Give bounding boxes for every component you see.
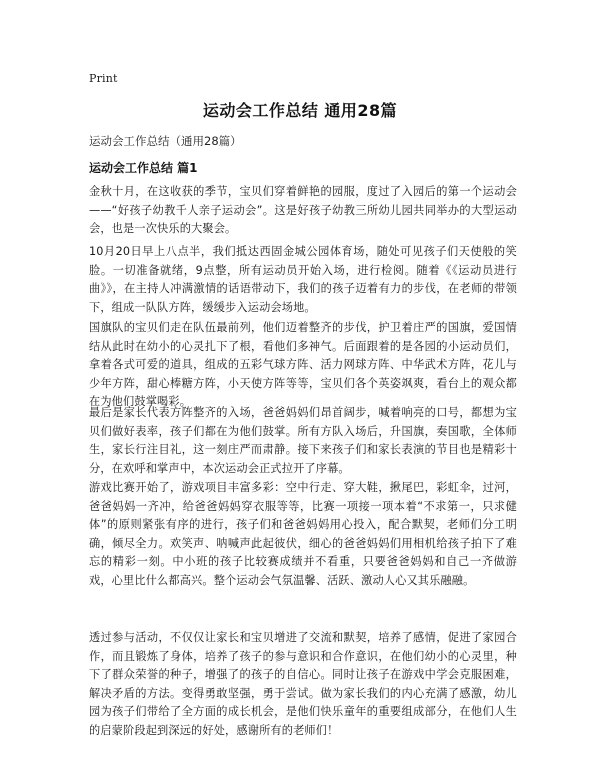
document-subtitle: 运动会工作总结（通用28篇）: [89, 134, 242, 148]
paragraph-5: 游戏比赛开始了，游戏项目丰富多彩：空中行走、穿大鞋，揪尾巴，彩虹伞，过河，爸爸妈妈一齐冲，给爸爸妈妈穿衣服等等，比赛一项接一项本着“不求第一，只求健体”的原则紧张有序的进行，孩子们和爸爸妈妈用心投入，配合默契，老师们分工明确，倾尽全力。欢笑声、呐喊声此起彼伏，细心的爸爸妈妈们用相机给孩子拍下了难忘的精彩一刻。中小班的孩子比较赛成绩并不看重，只要爸爸妈妈和自己一齐做游戏，心里比什么都高兴。整个运动会气氛温馨、活跃、激动人心又其乐融融。: [89, 481, 517, 587]
paragraph-6: 透过参与活动，不仅仅让家长和宝贝增进了交流和默契，培养了感情，促进了家园合作，而且锻炼了身体，培养了孩子的参与意识和合作意识，在他们幼小的心灵里，种下了群众荣誉的种子，增强了的孩子的自信心。同时让孩子在游戏中学会克服困难，解决矛盾的方法。变得勇敢坚强，勇于尝试。做为家长我们的内心充满了感激，幼儿园为孩子们带给了全方面的成长机会，是他们快乐童年的重要组成部分，在他们人生的启蒙阶段起到深远的好处，感谢所有的老师们！: [89, 631, 517, 737]
print-label: Print: [89, 72, 118, 85]
paragraph-4: 最后是家长代表方阵整齐的入场，爸爸妈妈们昂首阔步，喊着响亮的口号，都想为宝贝们做好表率，孩子们都在为他们鼓掌。所有方队入场后，升国旗，奏国歌，全体师生，家长行注目礼，这一刻庄严而肃静。接下来孩子们和家长表演的节目也是精彩十分，在欢呼和掌声中，本次运动会正式拉开了序幕。: [89, 406, 517, 475]
paragraph-3: 国旗队的宝贝们走在队伍最前列，他们迈着整齐的步伐，护卫着庄严的国旗，爱国情结从此时在幼小的心灵扎下了根，看他们多神气。后面跟着的是各园的小运动员们，拿着各式可爱的道具，组成的五彩气球方阵、活力网球方阵、中华武术方阵，花儿与少年方阵，甜心棒糖方阵，小天使方阵等等，宝贝们各个英姿飒爽，看台上的观众都在为他们鼓掌喝彩。: [89, 321, 517, 408]
document-title: 运动会工作总结 通用28篇: [202, 101, 398, 120]
section-heading: 运动会工作总结 篇1: [89, 161, 198, 175]
paragraph-2: 10月20日早上八点半，我们抵达西固金城公园体育场，随处可见孩子们天使般的笑脸。一切准备就绪，9点整，所有运动员开始入场，进行检阅。随着《《运动员进行曲》》，在主持人冲满激情的话语带动下，我们的孩子迈着有力的步伐，在老师的带领下，组成一队队方阵，缓缓步入运动会场地。: [89, 245, 517, 314]
paragraph-1: 金秋十月，在这收获的季节，宝贝们穿着鲜艳的园服，度过了入园后的第一个运动会——“好孩子幼教千人亲子运动会”。这是好孩子幼教三所幼儿园共同举办的大型运动会，也是一次快乐的大聚会。: [89, 185, 517, 235]
